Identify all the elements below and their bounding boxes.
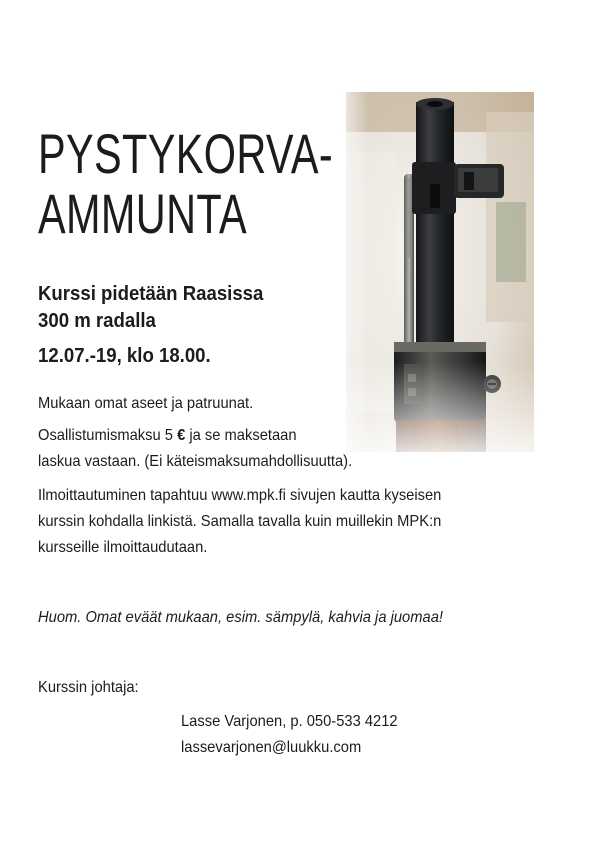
equipment-text: Mukaan omat aseet ja patruunat.: [38, 395, 254, 412]
leader-label: Kurssin johtaja:: [38, 679, 139, 696]
location-line-1: Kurssi pidetään Raasissa: [38, 283, 264, 305]
registration-line-3: kursseille ilmoittaudutaan.: [38, 539, 208, 556]
fee-line-1: [38, 425, 297, 447]
registration-line-2: kurssin kohdalla linkistä. Samalla tavalla kuin muillekin MPK:n: [38, 513, 442, 530]
euro-symbol: €: [177, 427, 186, 444]
registration-line-1: Ilmoittautuminen tapahtuu www.mpk.fi sivujen kautta kyseisen: [38, 487, 442, 504]
fee-line-2: laskua vastaan. (Ei käteismaksumahdollisuutta).: [38, 453, 353, 470]
rifle-photo: [346, 92, 534, 452]
fee-text-before: Osallistumismaksu 5: [38, 427, 178, 444]
date-time: 12.07.-19, klo 18.00.: [38, 345, 211, 367]
page-title: [38, 124, 333, 244]
leader-email: lassevarjonen@luukku.com: [181, 739, 362, 756]
food-note: Huom. Omat eväät mukaan, esim. sämpylä, kahvia ja juomaa!: [38, 609, 443, 626]
title-line-1: PYSTYKORVA-: [38, 122, 334, 185]
fee-text-after: ja se maksetaan: [185, 427, 297, 444]
location-line-2: 300 m radalla: [38, 310, 156, 332]
leader-name-phone: Lasse Varjonen, p. 050-533 4212: [181, 713, 398, 730]
title-line-2: AMMUNTA: [38, 182, 248, 245]
